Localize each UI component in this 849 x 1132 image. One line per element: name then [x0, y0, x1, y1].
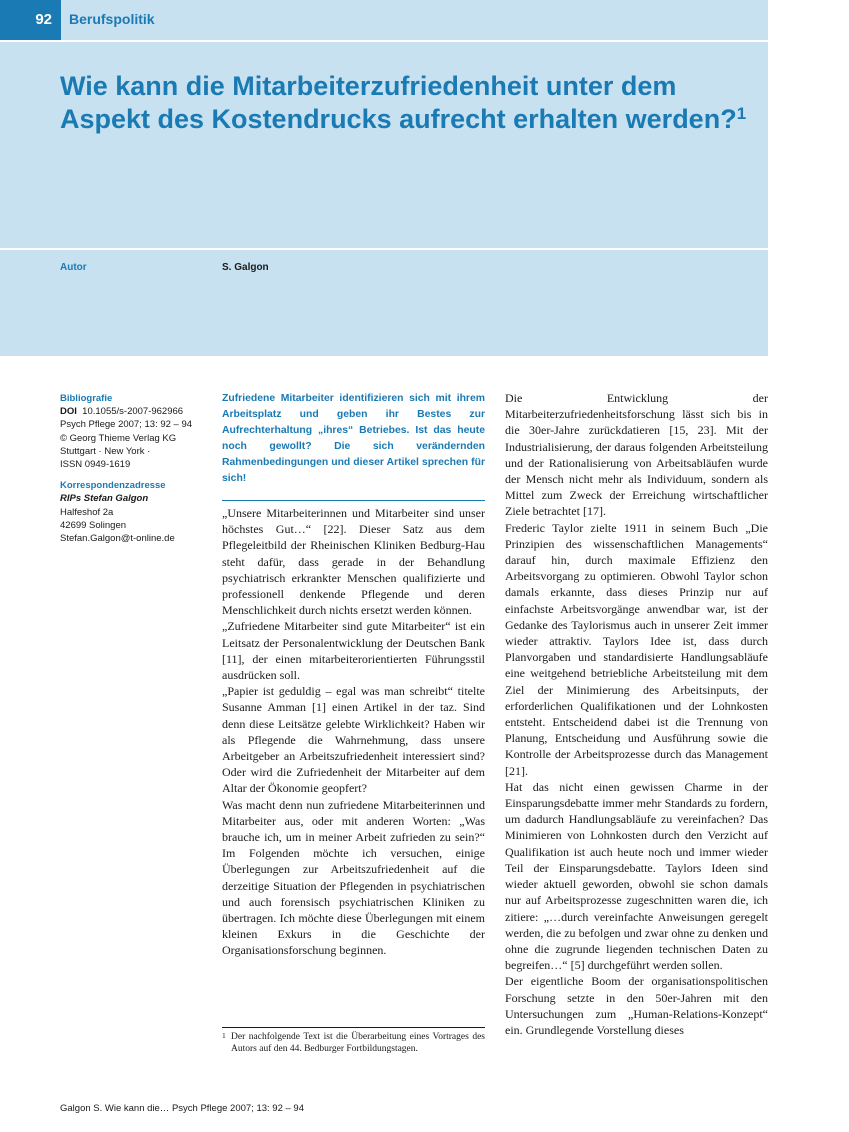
paragraph: Was macht denn nun zufriedene Mitarbeiterinnen und Mitarbeiter aus, oder mit anderen Worten: „Was brauche ich, um in meiner Arbeit zufrieden zu sein?“ Im Folgenden möchte ich versuchen, einige Überlegungen zur Arbeitszufriedenheit auf die derzeitige Situation der Pflegenden in psychiatrischen und auch forensisch psychiatrischen Kliniken zu übertragen. Ich möchte diese Überlegungen mit einem kleinen Exkurs in die Geschichte der Organisationsforschung beginnen. — [222, 797, 485, 958]
contact-city: 42699 Solingen — [60, 519, 127, 531]
author-name: S. Galgon — [222, 262, 269, 273]
contact-email[interactable]: Stefan.Galgon@t-online.de — [60, 533, 175, 545]
header-band — [0, 0, 768, 356]
abstract: Zufriedene Mitarbeiter identifizieren sich mit ihrem Arbeitsplatz und geben ihr Bestes zur Aufrechterhaltung „ihres“ Betriebes. Ist das heute noch gewollt? Die sich verändernden Rahmenbedingungen und dieser Artikel sprechen für sich! — [222, 393, 485, 485]
correspondence-heading: Korrespondenzadresse — [60, 480, 166, 492]
page-footer: Galgon S. Wie kann die… Psych Pflege 2007; 13: 92 – 94 — [60, 1103, 304, 1114]
author-label: Autor — [60, 262, 87, 273]
contact-name: RIPs Stefan Galgon — [60, 493, 149, 505]
paragraph: „Unsere Mitarbeiterinnen und Mitarbeiter sind unser höchstes Gut…“ [22]. Dieser Satz aus dem Pflegeleitbild der Rheinischen Kliniken Bedburg-Hau steht dafür, dass gerade in der Behandlung psychiatrisch erkrankter Menschen qualifizierte und professionell denkende Pflegende und deren Menschlichkeit durch nichts ersetzt werden können. — [222, 506, 485, 618]
section-label: Berufspolitik — [69, 11, 155, 27]
page-number: 92 — [0, 0, 61, 40]
copyright: © Georg Thieme Verlag KG — [60, 432, 177, 444]
header-divider — [0, 40, 768, 42]
article-title — [60, 70, 760, 136]
title-footnote-mark: 1 — [736, 104, 747, 123]
journal-citation: Psych Pflege 2007; 13: 92 – 94 — [60, 419, 193, 431]
paragraph: Die Entwicklung der Mitarbeiterzufriedenheitsforschung lässt sich bis in die 30er-Jahre zurückdatieren [15, 23]. Mit der Industrialisierung, der daraus folgenden Arbeitsteilung und der Rationalisierung von Arbeitsabläufen wurde der Mensch nicht mehr als Individuum, sondern als Mittel zum Zweck der Erreichung wirtschaftlicher Ziele betrachtet [17]. — [505, 391, 768, 519]
doi-value: 10.1055/s-2007-962966 — [82, 406, 184, 418]
sidebar-info — [60, 392, 210, 545]
paragraph: „Papier ist geduldig – egal was man schreibt“ titelte Susanne Amman [1] einen Artikel in der taz. Sind denn diese Leitsätze gelebte Wirklichkeit? Haben wir als Pflegende die Wahrnehmung, dass unsere Arbeitgeber an Arbeitszufriedenheit interessiert sind? Oder wird die Zufriedenheit der Mitarbeiter auf dem Altar der Ökonomie geopfert? — [222, 684, 485, 796]
title-divider — [0, 248, 768, 250]
paragraph: Frederic Taylor zielte 1911 in seinem Buch „Die Prinzipien des wissenschaftlichen Managements“ darauf hin, durch maximale Effizienz den Arbeitsvorgang zu optimieren. Obwohl Taylor schon damals erkannte, dass dieses Prinzip nur auf einfachste Arbeitsvorgänge anwendbar war, ist der Gedanke des Taylorismus auch in unserer Zeit immer wieder attraktiv. Taylors Idee ist, dass durch Planvorgaben und standardisierte Handlungsabläufe eine weitgehend betriebliche Arbeitsteilung mit dem Ziel der Minimierung des Arbeitsinputs, der erforderlichen Qualifikationen und der Lohnkosten entsteht. Entscheidend dabei ist die Trennung von Planung, Entscheidung und Ausführung sowie die Kontrolle der Arbeitsprozesse durch das Management [21]. — [505, 520, 768, 778]
paragraph: „Zufriedene Mitarbeiter sind gute Mitarbeiter“ ist ein Leitsatz der Personalentwicklung der Deutschen Bank [11], der einen mitarbeiterorientierten Führungsstil ausdrücken soll. — [222, 619, 485, 683]
contact-street: Halfeshof 2a — [60, 506, 114, 518]
article-title-text: Wie kann die Mitarbeiterzufriedenheit unter dem Aspekt des Kostendrucks aufrecht erhalten werden? — [60, 71, 737, 134]
publisher-location: Stuttgart · New York · — [60, 445, 151, 457]
paragraph: Der eigentliche Boom der organisationspolitischen Forschung setzte in den 50er-Jahren mit den Untersuchungen zum „Human-Relations-Konzept“ ein. Grundlegende Vorstellung dieses — [505, 974, 768, 1037]
doi-line — [60, 405, 210, 418]
footnote-mark: 1 — [222, 1031, 226, 1040]
body-column-left — [222, 505, 485, 959]
footnote — [222, 1031, 485, 1055]
body-column-right — [505, 390, 768, 1038]
issn: ISSN 0949-1619 — [60, 459, 131, 471]
abstract-divider — [222, 500, 485, 501]
doi-label: DOI — [60, 406, 77, 418]
footnote-divider — [222, 1027, 485, 1028]
footnote-text: Der nachfolgende Text ist die Überarbeitung eines Vortrages des Autors auf den 44. Bedburger Fortbildungstagen. — [231, 1032, 485, 1055]
bibliography-heading: Bibliografie — [60, 393, 113, 404]
paragraph: Hat das nicht einen gewissen Charme in der Einsparungsdebatte immer mehr Standards zu fordern, um dadurch Handlungsabläufe zu vereinfachen? Das Minimieren von Lohnkosten durch den Verzicht auf Qualifikation ist auch heute noch und immer wieder Teil der Einsparungsdebatte. Taylors Ideen sind wieder aktuell geworden, obwohl sie schon damals nur auf Arbeitsprozesse zugeschnitten waren die, ich zitiere: „…durch vereinfachte Anweisungen geregelt werden, die zu befolgen und zwar ohne zu denken und ohne die zugrunde liegenden technischen Daten zu begreifen…“ [5] durchgeführt werden sollen. — [505, 779, 768, 973]
